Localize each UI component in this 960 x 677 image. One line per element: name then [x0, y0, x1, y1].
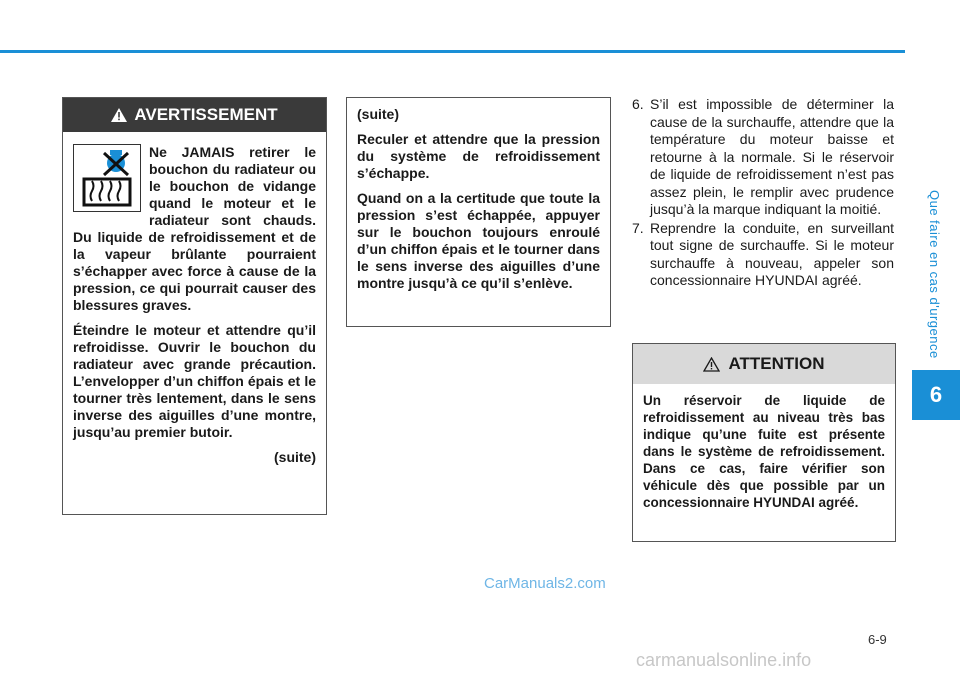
step-text: S’il est impossible de déterminer la cause de la surchauffe, attendre que la température du moteur baisse et retourne à la normale. Si le réservoir de liquide de refroidissement n’est pas assez plein, le remplir avec prudence jusqu’à la marque indiquant la moitié.	[650, 96, 894, 217]
watermark-link[interactable]: CarManuals2.com	[484, 575, 606, 592]
continuation-suite: (suite)	[357, 106, 399, 122]
watermark-footer: carmanualsonline.info	[636, 650, 812, 670]
warning-header	[63, 98, 326, 132]
step-number: 6.	[632, 96, 644, 112]
step-7	[632, 220, 894, 290]
attention-header-label: ATTENTION	[728, 354, 825, 373]
step-number: 7.	[632, 219, 644, 236]
chapter-side-title: Que faire en cas d'urgence	[927, 190, 942, 359]
warning-paragraph-2: Éteindre le moteur et attendre qu’il refroidisse. Ouvrir le bouchon du radiateur avec grande précaution. L’envelopper d’un chiffon épais et le tourner très lentement, dans le sens inverse des aiguilles d’une montre, jusqu’au premier butoir.	[73, 322, 316, 440]
page-number: 6-9	[868, 632, 887, 647]
caution-triangle-icon	[703, 357, 720, 372]
top-rule	[0, 50, 905, 53]
warning-continuation-box	[346, 97, 611, 327]
step-text: Reprendre la conduite, en surveillant tout signe de surchauffe. Si le moteur surchauffe à nouveau, appeler son concessionnaire HYUNDAI agréé.	[650, 219, 894, 288]
continuation-paragraph-2: Quand on a la certitude que toute la pression s’est échappée, appuyer sur le bouchon toujours enroulé d’un chiffon épais et le tourner dans le sens inverse des aiguilles d’une montre jusqu’à ce qu’il s’enlève.	[357, 190, 600, 291]
procedure-steps	[632, 96, 894, 291]
step-6	[632, 96, 894, 219]
warning-header-label: AVERTISSEMENT	[134, 105, 278, 124]
warning-paragraph-1: Ne JAMAIS retirer le bouchon du radiateur ou le bouchon de vidange quand le moteur et le radiateur sont chauds. Du liquide de refroidissement et de la vapeur brûlante pourraient s’échapper avec force à cause de la pression, ce qui pourrait causer des blessures graves.	[73, 144, 316, 313]
continuation-paragraph-1: Reculer et attendre que la pression du système de refroidissement s’échappe.	[357, 131, 600, 181]
warning-box	[62, 97, 327, 515]
attention-text: Un réservoir de liquide de refroidissement au niveau très bas indique qu’une fuite est présente dans le système de refroidissement. Dans ce cas, faire vérifier son véhicule dès que possible par un concessionnaire HYUNDAI agréé.	[643, 393, 885, 510]
chapter-tab[interactable]: 6	[912, 370, 960, 420]
warning-triangle-icon	[111, 108, 127, 122]
radiator-cap-no-icon	[73, 144, 141, 212]
attention-box	[632, 343, 896, 542]
warning-suite: (suite)	[274, 449, 316, 465]
attention-header	[633, 344, 895, 384]
